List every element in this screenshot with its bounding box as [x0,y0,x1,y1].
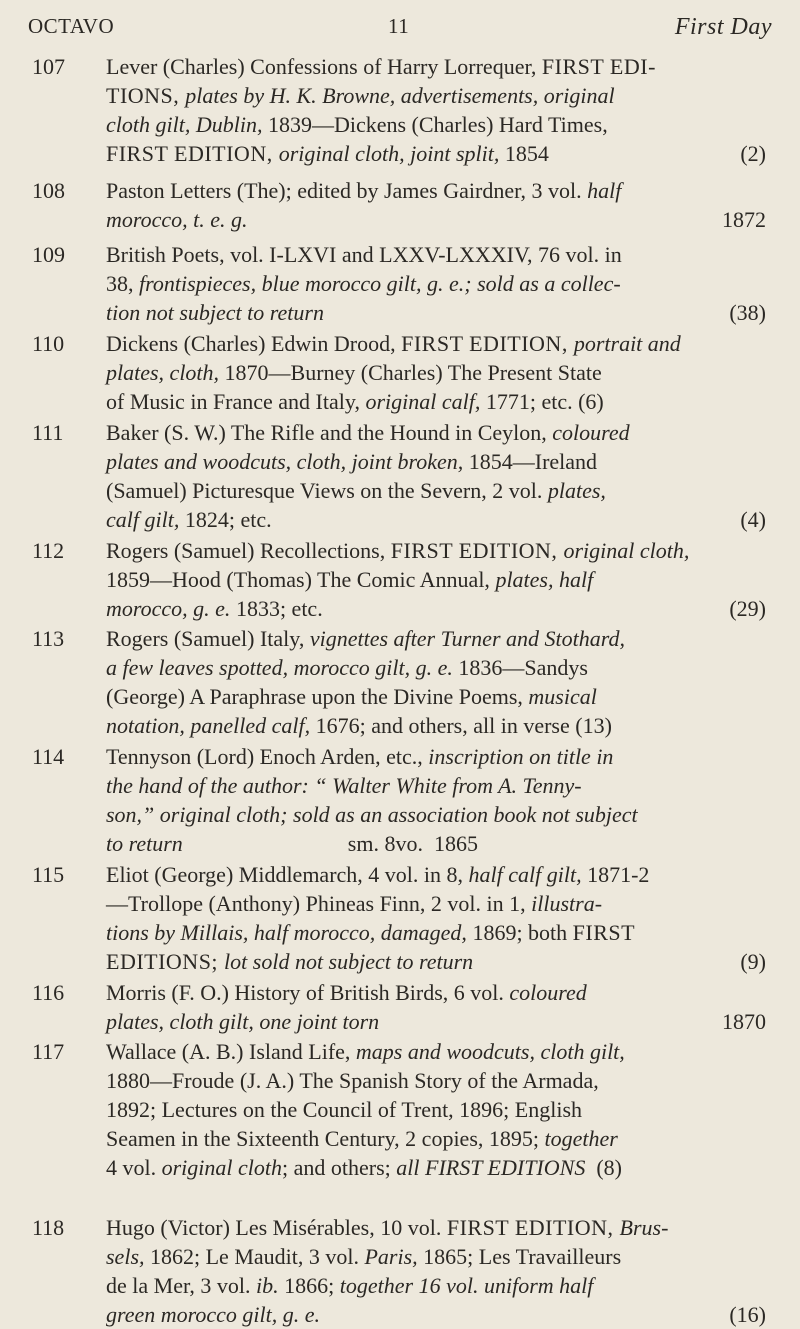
lot-line [106,1066,766,1095]
lot-line [106,1300,766,1329]
text-run: tion not subject to return [106,300,324,325]
lot-price: (38) [729,300,766,325]
text-run: maps and woodcuts, cloth gilt, [355,1039,625,1064]
text-run: FIRST EDITION, [390,538,564,563]
page-header [28,14,772,44]
text-run: plates, half [495,567,594,592]
lot-line-text [106,269,621,298]
lot-line-text [106,52,656,81]
lot-number: 109 [32,242,65,267]
lot-description [106,418,766,534]
text-run: de la Mer, 3 vol. [106,1273,257,1298]
text-run: 1866; [284,1273,340,1298]
text-run: Rogers (Samuel) Recollections, [106,538,391,563]
text-run: FIRST [572,920,636,945]
text-run: vignettes after Turner and Stothard, [309,626,625,651]
lot-line [106,1037,766,1066]
text-run: tions by Millais, half morocco, damaged, [106,920,473,945]
text-run: coloured [509,980,587,1005]
page-number: 11 [388,14,410,38]
lot-line-text [106,358,602,387]
lot-number: 118 [32,1215,65,1240]
text-run: TIONS, [106,83,186,108]
text-run: (Samuel) Picturesque Views on the Severn, 2 vol. [106,478,548,503]
lot-line-text [106,447,597,476]
text-run: FIRST EDITION, [446,1215,620,1240]
text-run: Wallace (A. B.) Island Life, [106,1039,356,1064]
text-run: 1836—Sandys [458,655,588,680]
lot-line-text [106,978,587,1007]
lot-line-text [106,711,612,740]
lot-line-text [106,860,649,889]
text-run: 1865; Les Travailleurs [423,1244,622,1269]
text-run: sels, [106,1244,150,1269]
lot-line-text [106,594,323,623]
lot-line [106,1007,766,1036]
lot-line [106,52,766,81]
text-run: of Music in France and Italy, [106,389,366,414]
text-run: original cloth, joint split, [278,141,505,166]
lot-line-text [106,1242,621,1271]
lot-number: 111 [32,420,64,445]
lot-description [106,329,766,416]
lot-line-text [106,505,272,534]
lot-line [106,829,766,858]
lot-line [106,536,766,565]
lot-line-text [106,476,606,505]
lot-number: 110 [32,331,65,356]
lot-line-text [106,800,638,829]
lot-line-text [106,536,689,565]
text-run: together 16 vol. uniform half [339,1273,594,1298]
lot-line-text [106,653,588,682]
lot-line-text [106,1213,668,1242]
lot-line-text [106,1300,320,1329]
text-run: notation, panelled calf, [106,713,316,738]
lot-description [106,240,766,327]
lot-line [106,110,766,139]
lot-line [106,624,766,653]
text-run: 1833; etc. [235,596,323,621]
text-run: 1870—Burney (Charles) The Present State [224,360,602,385]
lot-line [106,653,766,682]
text-run: (8) [585,1155,622,1180]
text-run: portrait and [573,331,681,356]
lot-price: (4) [740,507,766,532]
text-run: musical [528,684,597,709]
text-run: 1854—Ireland [468,449,598,474]
text-run: Baker (S. W.) The Rifle and the Hound in Ceylon, [106,420,553,445]
lot-line [106,1271,766,1300]
text-run: Tennyson (Lord) Enoch Arden, etc., [106,744,429,769]
lot-description [106,742,766,858]
lot-description [106,176,766,234]
lot-line-text [106,771,582,800]
lot-description [106,860,766,976]
lot-line-text [106,565,593,594]
lot-description [106,536,766,623]
text-run: plates by H. K. Browne, advertisements, original [185,83,615,108]
text-run: Lever (Charles) Confessions of Harry Lorrequer, [106,54,542,79]
lot-line [106,918,766,947]
text-run: Eliot (George) Middlemarch, 4 vol. in 8, [106,862,469,887]
lot-line-text [106,329,681,358]
text-run: frontispieces, blue morocco gilt, g. e.; sold as a collec- [139,271,621,296]
lot-line-text [106,387,604,416]
lot-line-text [106,418,630,447]
lot-line [106,711,766,740]
text-run: 1824; etc. [184,507,272,532]
text-run: plates, cloth, [106,360,225,385]
lot-number: 114 [32,744,65,769]
text-run: Dickens (Charles) Edwin Drood, [106,331,402,356]
text-run: cloth gilt, Dublin, [106,112,268,137]
text-run: original cloth [161,1155,283,1180]
text-run: EDITIONS; [106,949,225,974]
lot-line [106,298,766,327]
text-run: 1869; both [472,920,573,945]
lot-line-text [106,1124,618,1153]
lot-price: (29) [729,596,766,621]
lot-line-text [106,110,608,139]
lot-line [106,771,766,800]
lot-price: 1872 [722,207,766,232]
lot-line [106,978,766,1007]
lot-line-text [106,829,478,858]
lot-line-text [106,205,248,234]
lot-line [106,240,766,269]
text-run: Morris (F. O.) History of British Birds, 6 vol. [106,980,510,1005]
text-run: lot sold not subject to return [224,949,474,974]
text-run: morocco, g. e. [106,596,236,621]
text-run: 38, [106,271,139,296]
lot-line [106,387,766,416]
lot-description [106,1213,766,1329]
lot-line-text [106,889,602,918]
lot-line [106,947,766,976]
text-run: morocco, t. e. g. [106,207,248,232]
text-run: ib. [256,1273,285,1298]
lot-line-text [106,139,549,168]
text-run: all FIRST EDITIONS [396,1155,586,1180]
lot-number: 112 [32,538,65,563]
lot-line [106,565,766,594]
lot-line [106,329,766,358]
text-run: Brus- [619,1215,669,1240]
text-run: calf gilt, [106,507,185,532]
lot-line-text [106,176,621,205]
text-run: 4 vol. [106,1155,162,1180]
text-run: original cloth, [563,538,690,563]
lot-line-text [106,1153,622,1182]
lot-line [106,682,766,711]
text-run: sm. 8vo. 1865 [182,831,478,856]
section-title: OCTAVO [28,14,115,38]
text-run: 1871-2 [587,862,650,887]
text-run: FIRST EDITION, [106,141,279,166]
lot-price: (2) [740,141,766,166]
lot-line-text [106,624,625,653]
lot-line [106,476,766,505]
text-run: half [587,178,622,203]
lot-line [106,1213,766,1242]
lot-line-text [106,918,635,947]
lot-price: 1870 [722,1009,766,1034]
lot-line-text [106,1037,625,1066]
text-run: 1859—Hood (Thomas) The Comic Annual, [106,567,496,592]
lot-line [106,358,766,387]
text-run: original calf, [365,389,486,414]
text-run: Rogers (Samuel) Italy, [106,626,310,651]
text-run: 1839—Dickens (Charles) Hard Times, [267,112,608,137]
lot-description [106,52,766,168]
text-run: plates and woodcuts, cloth, joint broken, [106,449,469,474]
lot-number: 108 [32,178,65,203]
lot-line-text [106,1095,582,1124]
text-run: 1862; Le Maudit, 3 vol. [150,1244,365,1269]
text-run: half calf gilt, [468,862,588,887]
lot-line-text [106,682,597,711]
text-run: 1771; etc. (6) [485,389,604,414]
text-run: Seamen in the Sixteenth Century, 2 copies, 1895; [106,1126,545,1151]
lot-line-text [106,240,622,269]
lot-line [106,447,766,476]
text-run: to return [106,831,183,856]
text-run: 1892; Lectures on the Council of Trent, 1896; English [106,1097,583,1122]
text-run: Hugo (Victor) Les Misérables, 10 vol. [106,1215,447,1240]
lot-line-text [106,742,613,771]
lot-line [106,594,766,623]
lot-line [106,1153,766,1182]
lot-line [106,1242,766,1271]
text-run: plates, [547,478,606,503]
text-run: FIRST EDITION, [401,331,574,356]
sale-day: First Day [674,14,772,40]
lot-description [106,978,766,1036]
text-run: (George) A Paraphrase upon the Divine Poems, [106,684,529,709]
lot-line [106,176,766,205]
text-run: British Poets, vol. I-LXVI and LXXV-LXXXIV, 76 vol. in [106,242,622,267]
text-run: illustra- [531,891,603,916]
text-run: FIRST EDI- [541,54,656,79]
text-run: Paris, [364,1244,424,1269]
lot-description [106,624,766,740]
lot-line-text [106,298,324,327]
text-run: Paston Letters (The); edited by James Gairdner, 3 vol. [106,178,588,203]
text-run: 1880—Froude (J. A.) The Spanish Story of the Armada, [106,1068,599,1093]
lot-line [106,742,766,771]
lot-number: 107 [32,54,65,79]
text-run: ; and others; [282,1155,397,1180]
text-run: 1854 [504,141,549,166]
lot-line-text [106,1271,593,1300]
text-run: 1676; and others, all in verse (13) [315,713,612,738]
text-run: a few leaves spotted, morocco gilt, g. e. [106,655,459,680]
lot-line [106,800,766,829]
text-run: the hand of the author: “ Walter White from A. Tenny- [106,773,582,798]
lot-number: 113 [32,626,65,651]
lot-line-text [106,1007,379,1036]
lot-line-text [106,947,473,976]
text-run: plates, cloth gilt, one joint torn [106,1009,380,1034]
lot-line [106,889,766,918]
text-run: son,” original cloth; sold as an association book not subject [106,802,638,827]
lot-line [106,1095,766,1124]
lot-price: (9) [740,949,766,974]
lot-number: 117 [32,1039,65,1064]
lot-line [106,269,766,298]
text-run: —Trollope (Anthony) Phineas Finn, 2 vol. in 1, [106,891,532,916]
lot-line [106,860,766,889]
lot-line-text [106,1066,599,1095]
lot-line [106,81,766,110]
lot-line [106,1124,766,1153]
text-run: coloured [552,420,630,445]
lot-line [106,205,766,234]
lot-line-text [106,81,615,110]
lot-number: 115 [32,862,65,887]
text-run: together [544,1126,618,1151]
lot-line [106,139,766,168]
lot-description [106,1037,766,1182]
text-run: green morocco gilt, g. e. [106,1302,321,1327]
lot-price: (16) [729,1302,766,1327]
lot-line [106,505,766,534]
lot-number: 116 [32,980,65,1005]
lot-line [106,418,766,447]
text-run: inscription on title in [428,744,614,769]
